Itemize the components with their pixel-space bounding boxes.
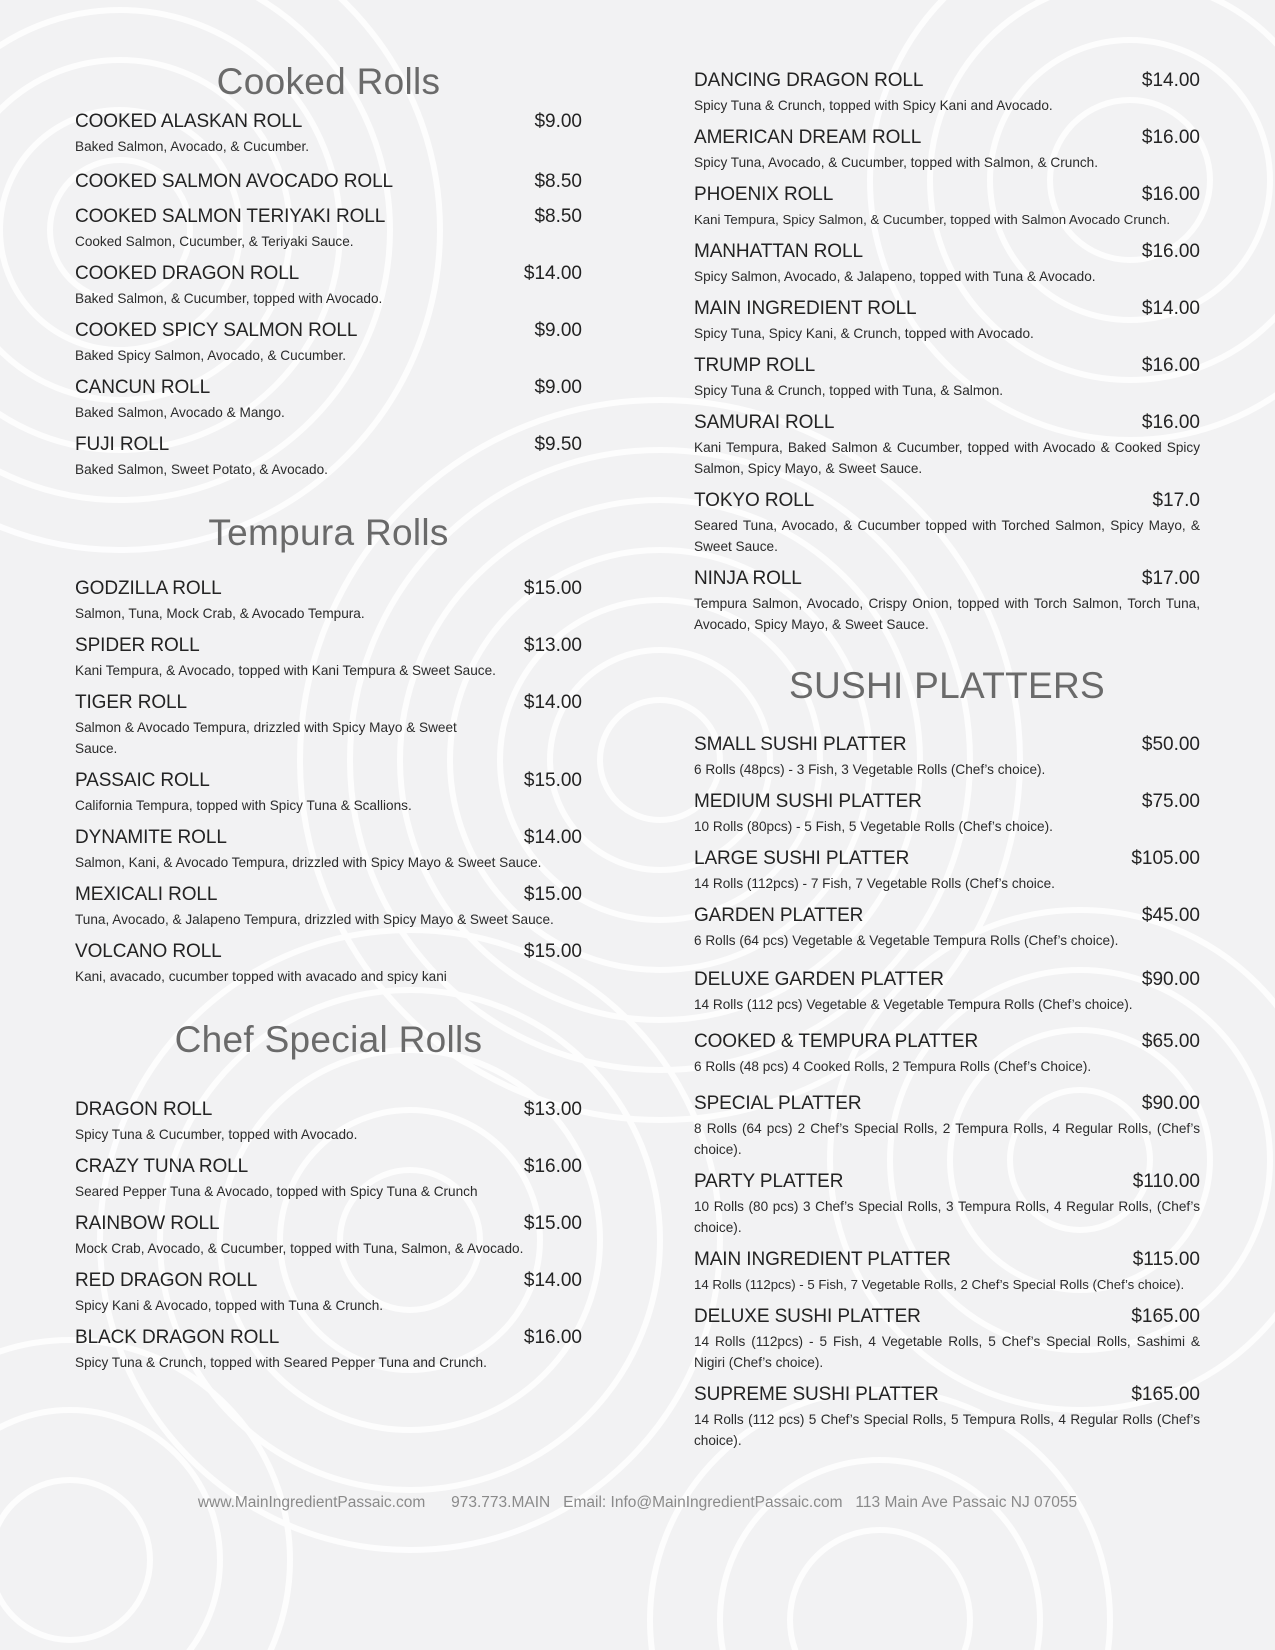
item-price: $13.00 [523, 1099, 582, 1120]
item-name: BLACK DRAGON ROLL [75, 1327, 280, 1348]
item-price: $16.00 [1141, 412, 1200, 433]
menu-item [75, 1270, 582, 1316]
section-heading-sushi-platters: SUSHI PLATTERS [788, 665, 1106, 706]
item-price: $105.00 [1131, 848, 1200, 869]
item-name: DELUXE GARDEN PLATTER [694, 969, 944, 990]
item-price: $15.00 [523, 770, 582, 791]
item-name: CANCUN ROLL [75, 377, 211, 398]
footer-email[interactable]: Email: Info@MainIngredientPassaic.com [563, 1494, 843, 1511]
item-description: Baked Salmon, Avocado & Mango. [75, 405, 285, 420]
item-description: Spicy Tuna, Spicy Kani, & Crunch, topped with Avocado. [694, 326, 1034, 341]
item-description: Kani Tempura, Baked Salmon & Cucumber, topped with Avocado & Cooked Spicy Salmon, Spicy Mayo, & Sweet Sauce. [694, 440, 1200, 476]
item-price: $16.00 [523, 1156, 582, 1177]
menu-item [75, 1213, 582, 1259]
menu-item [694, 848, 1200, 894]
menu-item [75, 377, 582, 423]
item-description: Spicy Tuna & Crunch, topped with Tuna, & Salmon. [694, 383, 1004, 398]
menu-item [694, 1249, 1200, 1295]
item-name: DANCING DRAGON ROLL [694, 70, 924, 91]
item-name: GODZILLA ROLL [75, 578, 222, 599]
menu-item [75, 111, 582, 157]
item-name: SUPREME SUSHI PLATTER [694, 1384, 939, 1405]
menu-item [694, 1306, 1200, 1373]
menu-item [75, 1327, 582, 1373]
menu-item [694, 70, 1200, 116]
item-name: SPECIAL PLATTER [694, 1093, 862, 1114]
item-price: $90.00 [1141, 969, 1200, 990]
item-price: $9.00 [534, 111, 582, 132]
item-name: TIGER ROLL [75, 692, 187, 713]
menu-item [75, 692, 582, 759]
menu-item [694, 412, 1200, 479]
item-price: $115.00 [1132, 1249, 1200, 1270]
item-name: AMERICAN DREAM ROLL [694, 127, 922, 148]
item-name: SAMURAI ROLL [694, 412, 835, 433]
item-price: $14.00 [523, 1270, 582, 1291]
item-description: 14 Rolls (112pcs) - 7 Fish, 7 Vegetable Rolls (Chef’s choice. [694, 876, 1055, 891]
item-name: NINJA ROLL [694, 568, 802, 589]
item-name: SMALL SUSHI PLATTER [694, 734, 907, 755]
item-description: Salmon, Tuna, Mock Crab, & Avocado Tempura. [75, 606, 365, 621]
item-description: 14 Rolls (112pcs) - 5 Fish, 7 Vegetable Rolls, 2 Chef’s Special Rolls (Chef’s choice). [694, 1277, 1185, 1292]
item-name: FUJI ROLL [75, 434, 170, 455]
item-description: Salmon & Avocado Tempura, drizzled with Spicy Mayo & Sweet Sauce. [75, 720, 457, 756]
item-description: Tuna, Avocado, & Jalapeno Tempura, drizzled with Spicy Mayo & Sweet Sauce. [75, 912, 554, 927]
menu-item [75, 1099, 582, 1145]
footer-website-link[interactable]: www.MainIngredientPassaic.com [197, 1494, 426, 1511]
menu-item [75, 827, 582, 873]
item-price: $15.00 [523, 884, 582, 905]
item-price: $75.00 [1141, 791, 1200, 812]
menu-item [75, 206, 582, 252]
footer-address: 113 Main Ave Passaic NJ 07055 [855, 1494, 1078, 1511]
item-name: MANHATTAN ROLL [694, 241, 863, 262]
item-price: $165.00 [1131, 1384, 1200, 1405]
menu-item [75, 578, 582, 624]
item-name: MAIN INGREDIENT ROLL [694, 298, 917, 319]
menu-item [694, 298, 1200, 344]
menu-item [694, 905, 1200, 951]
item-name: GARDEN PLATTER [694, 905, 864, 926]
section-heading-chef-special-rolls: Chef Special Rolls [174, 1019, 483, 1060]
item-price: $65.00 [1141, 1031, 1200, 1052]
item-name: SPIDER ROLL [75, 635, 200, 656]
item-price: $15.00 [523, 941, 582, 962]
item-description: 14 Rolls (112 pcs) Vegetable & Vegetable Tempura Rolls (Chef’s choice). [694, 997, 1133, 1012]
menu-item [694, 241, 1200, 287]
item-name: TOKYO ROLL [694, 490, 815, 511]
item-name: RED DRAGON ROLL [75, 1270, 258, 1291]
item-name: PASSAIC ROLL [75, 770, 210, 791]
item-price: $14.00 [1141, 298, 1200, 319]
menu-item [694, 490, 1200, 557]
item-price: $16.00 [1141, 127, 1200, 148]
item-name: COOKED SALMON TERIYAKI ROLL [75, 206, 386, 227]
item-price: $14.00 [523, 692, 582, 713]
menu-item [694, 568, 1200, 635]
item-description: Baked Spicy Salmon, Avocado, & Cucumber. [75, 348, 347, 363]
menu-item [75, 320, 582, 366]
item-description: California Tempura, topped with Spicy Tuna & Scallions. [75, 798, 412, 813]
item-price: $13.00 [523, 635, 582, 656]
item-description: Baked Salmon, Sweet Potato, & Avocado. [75, 462, 328, 477]
item-price: $45.00 [1141, 905, 1200, 926]
item-price: $9.50 [534, 434, 582, 455]
menu-item [75, 770, 582, 816]
item-price: $165.00 [1131, 1306, 1200, 1327]
menu-item [694, 969, 1200, 1015]
item-description: 6 Rolls (48 pcs) 4 Cooked Rolls, 2 Tempura Rolls (Chef’s Choice). [694, 1059, 1092, 1074]
item-price: $9.00 [534, 377, 582, 398]
item-description: Mock Crab, Avocado, & Cucumber, topped with Tuna, Salmon, & Avocado. [75, 1241, 524, 1256]
item-description: 6 Rolls (64 pcs) Vegetable & Vegetable Tempura Rolls (Chef’s choice). [694, 933, 1119, 948]
item-description: Spicy Salmon, Avocado, & Jalapeno, topped with Tuna & Avocado. [694, 269, 1096, 284]
menu-item [75, 884, 582, 930]
item-name: VOLCANO ROLL [75, 941, 222, 962]
item-name: CRAZY TUNA ROLL [75, 1156, 249, 1177]
item-name: DELUXE SUSHI PLATTER [694, 1306, 921, 1327]
item-description: Spicy Tuna & Cucumber, topped with Avocado. [75, 1127, 358, 1142]
menu-item [694, 1031, 1200, 1077]
item-price: $16.00 [1141, 184, 1200, 205]
menu-item [694, 791, 1200, 837]
item-name: DYNAMITE ROLL [75, 827, 227, 848]
item-description: Spicy Tuna & Crunch, topped with Seared Pepper Tuna and Crunch. [75, 1355, 487, 1370]
menu-item [694, 355, 1200, 401]
item-price: $14.00 [523, 263, 582, 284]
item-name: COOKED SPICY SALMON ROLL [75, 320, 358, 341]
item-name: COOKED ALASKAN ROLL [75, 111, 303, 132]
item-name: COOKED DRAGON ROLL [75, 263, 300, 284]
menu-item [694, 184, 1200, 230]
item-description: Seared Pepper Tuna & Avocado, topped with Spicy Tuna & Crunch [75, 1184, 478, 1199]
item-description: 10 Rolls (80pcs) - 5 Fish, 5 Vegetable Rolls (Chef’s choice). [694, 819, 1053, 834]
item-description: 6 Rolls (48pcs) - 3 Fish, 3 Vegetable Rolls (Chef’s choice). [694, 762, 1046, 777]
section-heading-cooked-rolls: Cooked Rolls [216, 61, 441, 102]
item-price: $16.00 [1141, 355, 1200, 376]
item-description: 14 Rolls (112 pcs) 5 Chef’s Special Rolls, 5 Tempura Rolls, 4 Regular Rolls (Chef’s choice). [694, 1412, 1200, 1448]
item-name: RAINBOW ROLL [75, 1213, 220, 1234]
item-price: $14.00 [1141, 70, 1200, 91]
menu-item [75, 171, 582, 193]
item-price: $16.00 [523, 1327, 582, 1348]
item-name: COOKED & TEMPURA PLATTER [694, 1031, 979, 1052]
item-name: LARGE SUSHI PLATTER [694, 848, 910, 869]
menu-item [694, 1171, 1200, 1238]
item-description: Kani Tempura, & Avocado, topped with Kani Tempura & Sweet Sauce. [75, 663, 496, 678]
item-price: $8.50 [534, 206, 582, 227]
item-description: Baked Salmon, & Cucumber, topped with Avocado. [75, 291, 383, 306]
item-price: $15.00 [523, 1213, 582, 1234]
item-description: Kani Tempura, Spicy Salmon, & Cucumber, topped with Salmon Avocado Crunch. [694, 212, 1170, 227]
item-description: 14 Rolls (112pcs) - 5 Fish, 4 Vegetable Rolls, 5 Chef’s Special Rolls, Sashimi & Nigiri (Chef’s choice). [694, 1334, 1200, 1370]
item-name: TRUMP ROLL [694, 355, 816, 376]
item-price: $17.00 [1141, 568, 1200, 589]
menu-item [694, 1384, 1200, 1451]
menu-item [694, 734, 1200, 780]
item-description: Kani, avacado, cucumber topped with avacado and spicy kani [75, 969, 447, 984]
item-price: $16.00 [1141, 241, 1200, 262]
menu-item [75, 263, 582, 309]
item-name: PARTY PLATTER [694, 1171, 844, 1192]
menu-item [75, 635, 582, 681]
item-description: Salmon, Kani, & Avocado Tempura, drizzled with Spicy Mayo & Sweet Sauce. [75, 855, 542, 870]
item-description: Tempura Salmon, Avocado, Crispy Onion, topped with Torch Salmon, Torch Tuna, Avocado, Spicy Mayo, & Sweet Sauce. [694, 596, 1200, 632]
item-description: Spicy Tuna & Crunch, topped with Spicy Kani and Avocado. [694, 98, 1053, 113]
item-price: $90.00 [1141, 1093, 1200, 1114]
item-price: $14.00 [523, 827, 582, 848]
item-description: Baked Salmon, Avocado, & Cucumber. [75, 139, 310, 154]
item-name: MAIN INGREDIENT PLATTER [694, 1249, 951, 1270]
item-price: $15.00 [523, 578, 582, 599]
item-name: DRAGON ROLL [75, 1099, 213, 1120]
menu-item [75, 1156, 582, 1202]
footer-contact-bar [0, 1494, 1275, 1512]
item-description: Cooked Salmon, Cucumber, & Teriyaki Sauce. [75, 234, 354, 249]
item-name: MEDIUM SUSHI PLATTER [694, 791, 922, 812]
item-price: $110.00 [1132, 1171, 1200, 1192]
item-description: Spicy Tuna, Avocado, & Cucumber, topped with Salmon, & Crunch. [694, 155, 1099, 170]
menu-item [694, 1093, 1200, 1160]
left-menu-column [75, 60, 582, 1373]
menu-item [75, 941, 582, 987]
item-name: PHOENIX ROLL [694, 184, 834, 205]
item-description: 10 Rolls (80 pcs) 3 Chef’s Special Rolls, 3 Tempura Rolls, 4 Regular Rolls, (Chef’s choice). [694, 1199, 1200, 1235]
item-price: $50.00 [1141, 734, 1200, 755]
item-name: MEXICALI ROLL [75, 884, 218, 905]
right-menu-column [694, 70, 1200, 1451]
item-price: $9.00 [534, 320, 582, 341]
footer-phone: 973.773.MAIN [451, 1494, 551, 1511]
item-price: $8.50 [534, 171, 582, 192]
section-heading-tempura-rolls: Tempura Rolls [208, 512, 449, 553]
item-description: Spicy Kani & Avocado, topped with Tuna & Crunch. [75, 1298, 384, 1313]
menu-item [75, 434, 582, 480]
item-description: Seared Tuna, Avocado, & Cucumber topped with Torched Salmon, Spicy Mayo, & Sweet Sauce. [694, 518, 1200, 554]
item-price: $17.0 [1152, 490, 1200, 511]
item-description: 8 Rolls (64 pcs) 2 Chef’s Special Rolls, 2 Tempura Rolls, 4 Regular Rolls, (Chef’s choice). [694, 1121, 1200, 1157]
menu-item [694, 127, 1200, 173]
item-name: COOKED SALMON AVOCADO ROLL [75, 171, 394, 192]
